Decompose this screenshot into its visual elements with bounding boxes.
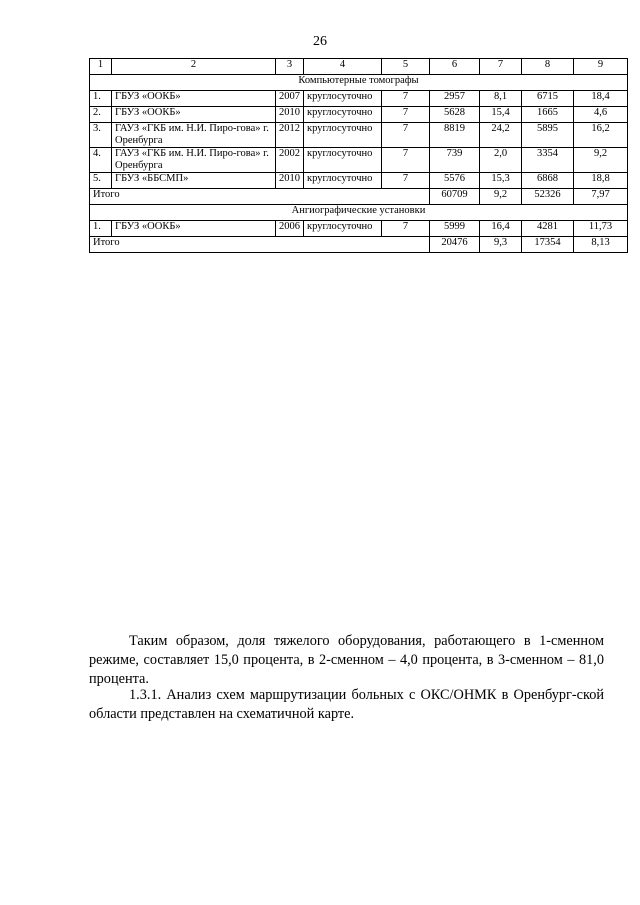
column-number-header: 3 — [276, 59, 304, 75]
column-number-header: 1 — [90, 59, 112, 75]
section-title-row — [90, 75, 628, 91]
year-cell: 2010 — [276, 107, 304, 123]
value-cell: 4281 — [522, 221, 574, 237]
value-cell: 5628 — [430, 107, 480, 123]
total-value-cell: 9,3 — [480, 237, 522, 253]
value-cell: 5895 — [522, 123, 574, 148]
total-label-cell: Итого — [90, 237, 430, 253]
table-row — [90, 148, 628, 173]
institution-cell: ГБУЗ «ООКБ» — [112, 91, 276, 107]
institution-cell: ГАУЗ «ГКБ им. Н.И. Пиро-гова» г. Оренбурга — [112, 148, 276, 173]
table-row — [90, 107, 628, 123]
section-title: Компьютерные томографы — [90, 75, 628, 91]
total-value-cell: 9,2 — [480, 189, 522, 205]
value-cell: 11,73 — [574, 221, 628, 237]
value-cell: 16,2 — [574, 123, 628, 148]
table-row — [90, 221, 628, 237]
column-number-header: 8 — [522, 59, 574, 75]
value-cell: 24,2 — [480, 123, 522, 148]
row-number-cell: 3. — [90, 123, 112, 148]
total-value-cell: 20476 — [430, 237, 480, 253]
equipment-table — [89, 58, 628, 253]
value-cell: 2,0 — [480, 148, 522, 173]
year-cell: 2012 — [276, 123, 304, 148]
page-number: 26 — [313, 34, 327, 49]
total-value-cell: 52326 — [522, 189, 574, 205]
table-row — [90, 91, 628, 107]
value-cell: 7 — [382, 148, 430, 173]
institution-cell: ГАУЗ «ГКБ им. Н.И. Пиро-гова» г. Оренбурга — [112, 123, 276, 148]
row-number-cell: 5. — [90, 173, 112, 189]
total-value-cell: 8,13 — [574, 237, 628, 253]
value-cell: 3354 — [522, 148, 574, 173]
column-number-header: 7 — [480, 59, 522, 75]
value-cell: 9,2 — [574, 148, 628, 173]
value-cell: 7 — [382, 91, 430, 107]
paragraph-routing-analysis: 1.3.1. Анализ схем маршрутизации больных с ОКС/ОНМК в Оренбург-ской области представлен на схематичной карте. — [89, 687, 604, 722]
total-row — [90, 189, 628, 205]
value-cell: 4,6 — [574, 107, 628, 123]
year-cell: 2002 — [276, 148, 304, 173]
table-header-row — [90, 59, 628, 75]
section-title: Ангиографические установки — [90, 205, 628, 221]
value-cell: 18,8 — [574, 173, 628, 189]
section-title-row — [90, 205, 628, 221]
work-mode-cell: круглосуточно — [304, 123, 382, 148]
table-row — [90, 173, 628, 189]
work-mode-cell: круглосуточно — [304, 91, 382, 107]
work-mode-cell: круглосуточно — [304, 148, 382, 173]
value-cell: 16,4 — [480, 221, 522, 237]
column-number-header: 9 — [574, 59, 628, 75]
value-cell: 5999 — [430, 221, 480, 237]
work-mode-cell: круглосуточно — [304, 221, 382, 237]
row-number-cell: 1. — [90, 221, 112, 237]
work-mode-cell: круглосуточно — [304, 107, 382, 123]
paragraph-equipment-shifts: Таким образом, доля тяжелого оборудования, работающего в 1-сменном режиме, составляет 15,0 процента, в 2-сменном – 4,0 процента, в 3-сменном – 81,0 процента. — [89, 633, 604, 687]
value-cell: 15,4 — [480, 107, 522, 123]
total-label-cell: Итого — [90, 189, 430, 205]
value-cell: 5576 — [430, 173, 480, 189]
total-value-cell: 7,97 — [574, 189, 628, 205]
row-number-cell: 2. — [90, 107, 112, 123]
value-cell: 6868 — [522, 173, 574, 189]
table-row — [90, 123, 628, 148]
year-cell: 2010 — [276, 173, 304, 189]
year-cell: 2007 — [276, 91, 304, 107]
value-cell: 7 — [382, 221, 430, 237]
work-mode-cell: круглосуточно — [304, 173, 382, 189]
institution-cell: ГБУЗ «ООКБ» — [112, 107, 276, 123]
value-cell: 18,4 — [574, 91, 628, 107]
column-number-header: 2 — [112, 59, 276, 75]
column-number-header: 6 — [430, 59, 480, 75]
total-value-cell: 60709 — [430, 189, 480, 205]
institution-cell: ГБУЗ «ООКБ» — [112, 221, 276, 237]
row-number-cell: 4. — [90, 148, 112, 173]
total-value-cell: 17354 — [522, 237, 574, 253]
column-number-header: 5 — [382, 59, 430, 75]
year-cell: 2006 — [276, 221, 304, 237]
total-row — [90, 237, 628, 253]
value-cell: 7 — [382, 123, 430, 148]
value-cell: 7 — [382, 107, 430, 123]
value-cell: 8,1 — [480, 91, 522, 107]
value-cell: 1665 — [522, 107, 574, 123]
institution-cell: ГБУЗ «ББСМП» — [112, 173, 276, 189]
value-cell: 6715 — [522, 91, 574, 107]
value-cell: 739 — [430, 148, 480, 173]
value-cell: 15,3 — [480, 173, 522, 189]
value-cell: 8819 — [430, 123, 480, 148]
value-cell: 7 — [382, 173, 430, 189]
row-number-cell: 1. — [90, 91, 112, 107]
column-number-header: 4 — [304, 59, 382, 75]
value-cell: 2957 — [430, 91, 480, 107]
